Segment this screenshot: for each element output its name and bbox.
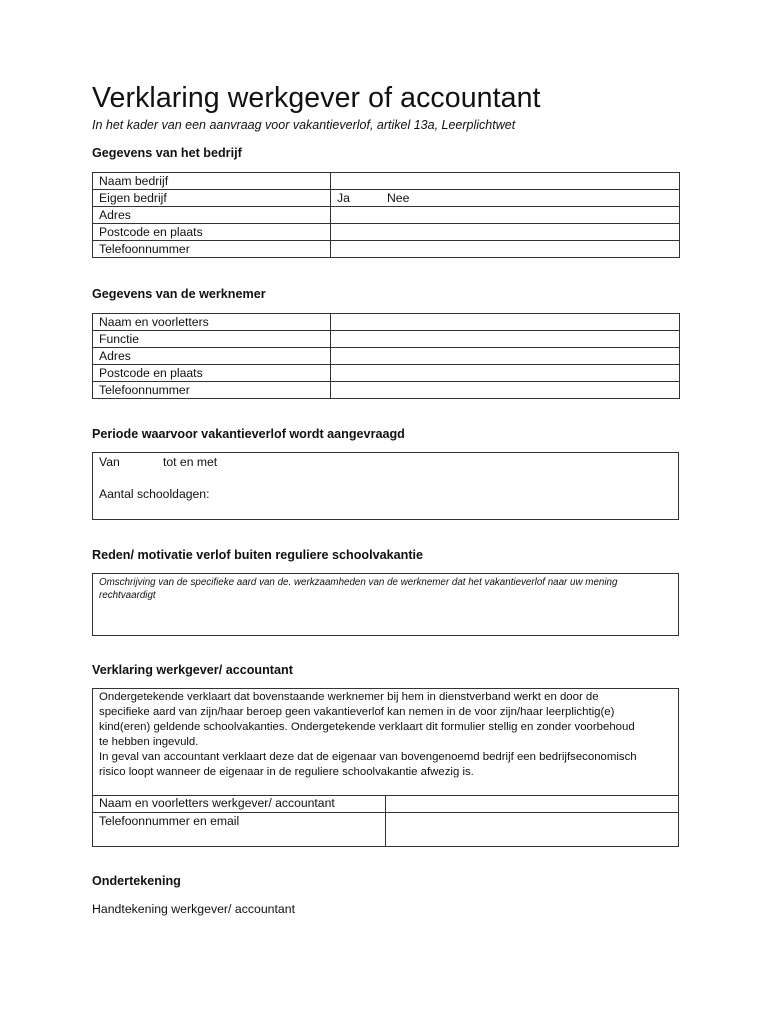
company-postcode-field[interactable] — [331, 224, 680, 241]
table-row — [93, 224, 680, 241]
declaration-line: specifieke aard van zijn/haar beroep geen vakantieverlof kan nemen in de voor zijn/haar leerplichtig(e) — [99, 706, 615, 718]
reason-hint-line: Omschrijving van de specifieke aard van de. werkzaamheden van de werknemer dat het vakantieverlof naar uw mening — [99, 577, 618, 588]
company-heading: Gegevens van het bedrijf — [92, 146, 242, 160]
ja-option[interactable]: Ja — [337, 191, 350, 205]
row-label: Postcode en plaats — [93, 365, 331, 382]
declaration-line: risico loopt wanneer de eigenaar in de reguliere schoolvakantie afwezig is. — [99, 766, 474, 778]
employee-phone-field[interactable] — [331, 382, 680, 399]
row-label: Eigen bedrijf — [93, 190, 331, 207]
employee-address-field[interactable] — [331, 348, 680, 365]
row-label: Naam en voorletters — [93, 314, 331, 331]
reason-textarea[interactable] — [92, 573, 679, 636]
company-table — [92, 172, 680, 258]
nee-option[interactable]: Nee — [387, 191, 410, 205]
declaration-line: kind(eren) geldende schoolvakanties. Ondergetekende verklaart dit formulier stellig en zonder voorbehoud — [99, 721, 635, 733]
declaration-line: Ondergetekende verklaart dat bovenstaande werknemer bij hem in dienstverband werkt en door de — [99, 691, 599, 703]
table-row — [93, 207, 680, 224]
table-row — [93, 382, 680, 399]
company-name-field[interactable] — [331, 173, 680, 190]
employee-table — [92, 313, 680, 399]
row-label: Postcode en plaats — [93, 224, 331, 241]
declaration-line: te hebben ingevuld. — [99, 736, 199, 748]
days-label: Aantal schooldagen: — [99, 487, 210, 501]
employee-heading: Gegevens van de werknemer — [92, 287, 266, 301]
employee-name-field[interactable] — [331, 314, 680, 331]
company-phone-field[interactable] — [331, 241, 680, 258]
van-label: Van — [99, 455, 120, 469]
reason-hint-line: rechtvaardigt — [99, 590, 156, 601]
employer-phone-field[interactable] — [386, 813, 678, 846]
own-company-field[interactable] — [331, 190, 680, 207]
table-row — [93, 173, 680, 190]
row-label: Adres — [93, 207, 331, 224]
employee-function-field[interactable] — [331, 331, 680, 348]
employer-name-label: Naam en voorletters werkgever/ accountant — [99, 796, 335, 810]
row-label: Adres — [93, 348, 331, 365]
employee-postcode-field[interactable] — [331, 365, 680, 382]
period-heading: Periode waarvoor vakantieverlof wordt aangevraagd — [92, 427, 405, 441]
tot-label: tot en met — [163, 455, 218, 469]
company-address-field[interactable] — [331, 207, 680, 224]
employer-phone-label: Telefoonnummer en email — [99, 814, 240, 828]
row-label: Naam bedrijf — [93, 173, 331, 190]
table-row — [93, 241, 680, 258]
table-row — [93, 365, 680, 382]
row-label: Telefoonnummer — [93, 241, 331, 258]
declaration-box — [92, 688, 679, 847]
table-row — [93, 190, 680, 207]
row-label: Functie — [93, 331, 331, 348]
table-row — [93, 348, 680, 365]
reason-heading: Reden/ motivatie verlof buiten reguliere schoolvakantie — [92, 548, 424, 562]
table-row — [93, 314, 680, 331]
page-subtitle: In het kader van een aanvraag voor vakantieverlof, artikel 13a, Leerplichtwet — [92, 118, 516, 132]
employer-name-field[interactable] — [386, 796, 678, 812]
row-label: Telefoonnummer — [93, 382, 331, 399]
page-title: Verklaring werkgever of accountant — [92, 82, 541, 114]
table-row — [93, 331, 680, 348]
declaration-heading: Verklaring werkgever/ accountant — [92, 663, 293, 677]
declaration-line: In geval van accountant verklaart deze dat de eigenaar van bovengenoemd bedrijf een bedrijfseconomisch — [99, 751, 637, 763]
signature-label: Handtekening werkgever/ accountant — [92, 902, 296, 916]
period-box[interactable] — [92, 452, 679, 520]
signature-heading: Ondertekening — [92, 874, 181, 888]
